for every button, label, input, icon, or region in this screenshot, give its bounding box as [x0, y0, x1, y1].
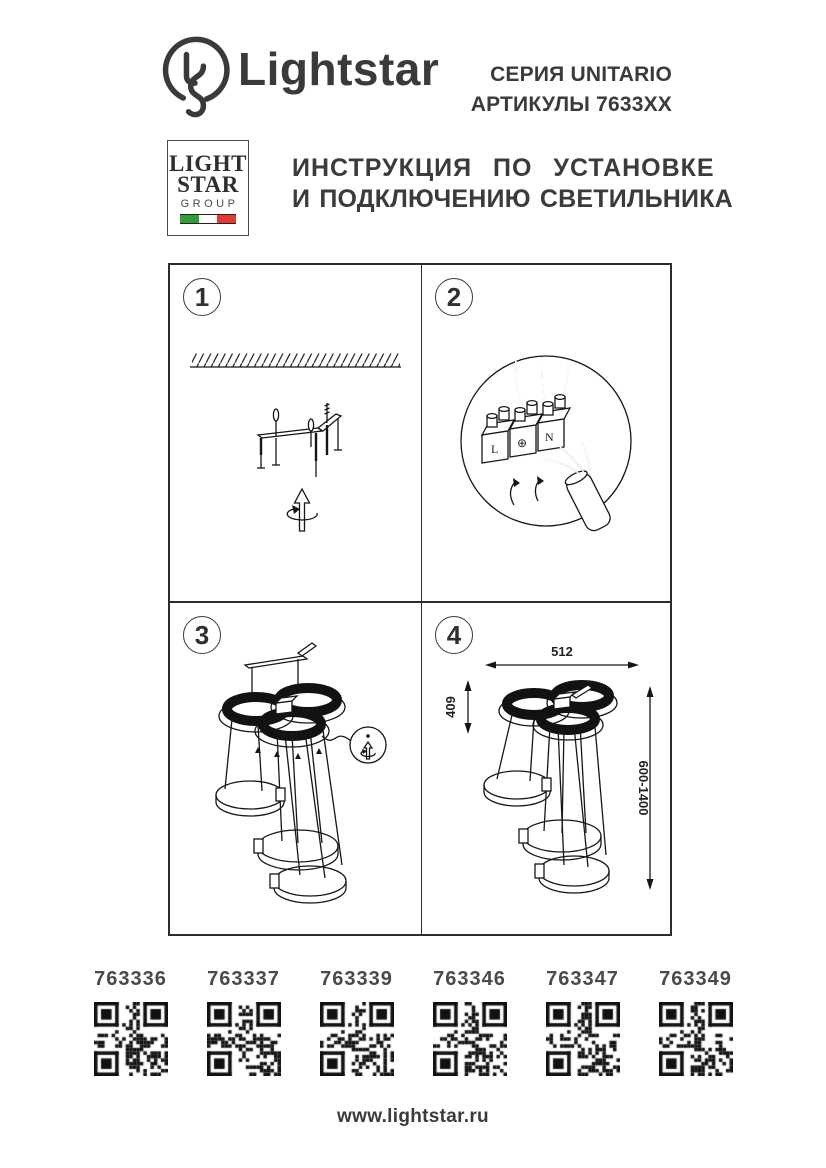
website-url: www.lightstar.ru — [337, 1106, 489, 1127]
dimension-canopy — [443, 680, 472, 734]
step1-panel — [170, 265, 420, 601]
group-logo-light: LIGHT — [169, 151, 247, 176]
hanging-ring — [535, 856, 609, 893]
title-line1: ИНСТРУКЦИЯ ПО УСТАНОВКЕ — [292, 154, 715, 182]
qr-item — [319, 968, 395, 1076]
article-number: 763347 — [546, 968, 619, 990]
lightstar-bulb-icon — [160, 34, 232, 128]
step3-panel — [170, 603, 420, 939]
terminal-live-label: L — [491, 442, 499, 456]
qr-item — [432, 968, 508, 1076]
qr-item — [658, 968, 734, 1076]
terminal-neutral-label: N — [545, 430, 554, 444]
series-name: СЕРИЯ UNITARIO — [490, 63, 672, 86]
insert-arrows — [510, 476, 544, 505]
dimension-width — [485, 644, 639, 669]
step4-panel — [422, 603, 672, 939]
dimension-height-value: 600-1400 — [636, 760, 651, 816]
dimension-height — [636, 686, 654, 890]
article-number: 763339 — [320, 968, 393, 990]
article-number: 763346 — [433, 968, 506, 990]
step3-number: 3 — [183, 616, 221, 654]
qr-code — [207, 1002, 281, 1076]
qr-code — [659, 1002, 733, 1076]
group-logo-star: STAR — [177, 172, 239, 197]
step4-number: 4 — [435, 616, 473, 654]
mounting-bracket — [257, 403, 342, 477]
dimension-canopy-value: 409 — [443, 696, 458, 718]
qr-item — [93, 968, 169, 1076]
brand-wordmark: Lightstar — [238, 43, 440, 95]
terminal-earth-label: ⊕ — [517, 436, 528, 450]
qr-code — [546, 1002, 620, 1076]
qr-row — [0, 968, 826, 1076]
step1-drawing — [170, 265, 420, 601]
article-number: 763337 — [207, 968, 280, 990]
step2-number: 2 — [435, 278, 473, 316]
step4-drawing — [422, 603, 672, 939]
italian-flag — [180, 214, 236, 224]
hanging-ring — [216, 781, 285, 816]
lightstar-group-logo — [167, 140, 249, 236]
step2-drawing — [422, 265, 672, 601]
group-logo-group: GROUP — [180, 198, 239, 210]
step3-drawing — [170, 603, 420, 939]
ceiling-hatch — [192, 354, 400, 368]
article-number: 763349 — [659, 968, 732, 990]
qr-item — [206, 968, 282, 1076]
qr-item — [545, 968, 621, 1076]
hanging-ring — [270, 866, 346, 903]
qr-code — [320, 1002, 394, 1076]
hanging-ring — [484, 771, 551, 806]
title-line2: И ПОДКЛЮЧЕНИЮ СВЕТИЛЬНИКА — [292, 185, 733, 213]
series-articles: АРТИКУЛЫ 7633XX — [470, 93, 672, 116]
qr-code — [94, 1002, 168, 1076]
dimension-width-value: 512 — [551, 644, 573, 659]
article-number: 763336 — [94, 968, 167, 990]
terminal-block — [482, 395, 570, 463]
series-info — [471, 60, 672, 120]
rotate-up-arrow — [287, 489, 317, 531]
page-title — [292, 153, 733, 215]
instruction-grid — [168, 263, 672, 936]
qr-code — [433, 1002, 507, 1076]
detail-callout — [322, 727, 386, 763]
step1-number: 1 — [183, 278, 221, 316]
step2-panel — [422, 265, 672, 601]
hanging-ring — [519, 820, 601, 860]
